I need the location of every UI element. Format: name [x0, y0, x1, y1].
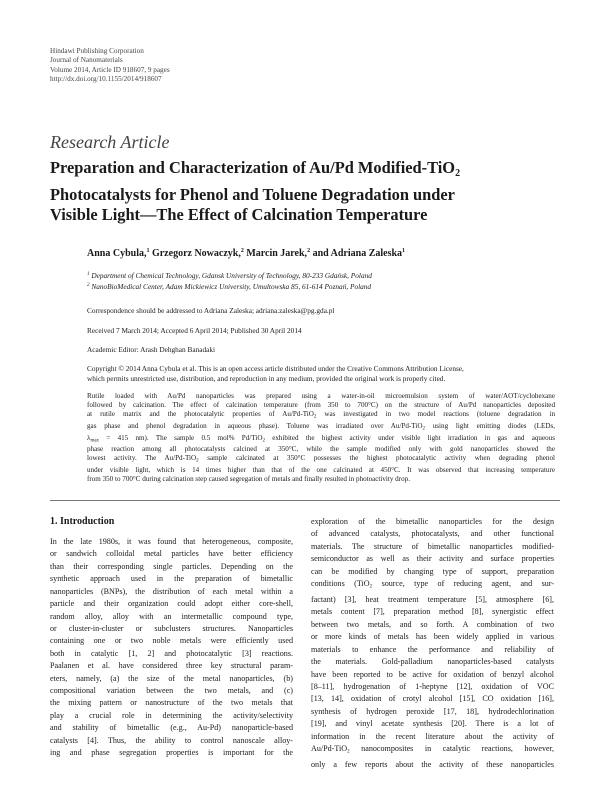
affiliation: $^2$ NanoBioMedical Center, Adam Mickiewicz University, Umultowska 85, 61-614 Poznań, Poland	[87, 282, 372, 292]
abstract-line: $\lambda_{max} = 415$ nm). The sample 0.5 mol% Pd/TiO$_2$ exhibited the highest activity under visible light irradiation in gas and aqueous	[87, 433, 555, 444]
author: Grzegorz Nowaczyk,$^2$	[151, 248, 244, 259]
body-line: In the late 1980s, it was found that heterogeneous, composite,	[50, 537, 293, 546]
paper-title	[50, 158, 570, 226]
body-line: only a few reports about the activity of these nanoparticles	[311, 760, 554, 770]
body-line: the mixing pattern or nanostructure of the two metals that	[50, 698, 293, 708]
volume-info: Volume 2014, Article ID 918607, 9 pages	[50, 65, 170, 74]
correspondence: Correspondence should be addressed to Adriana Zaleska; adriana.zaleska@pg.gda.pl	[87, 306, 335, 315]
abstract-line: under visible light, which is 14 times higher than that of the one calcinated at 450°C. It was observed that increasing temperature	[87, 466, 555, 475]
body-line: or sandwich colloidal metal particles have better efficiency	[50, 549, 293, 559]
author-list	[87, 248, 405, 259]
journal-name: Journal of Nanomaterials	[50, 56, 123, 65]
author: and Adriana Zaleska$^1$	[312, 248, 406, 259]
body-line: materials to enhance the performance and reliability of	[311, 644, 554, 654]
copyright-notice: Copyright © 2014 Anna Cybula et al. This is an open access article distributed under the Creative Commons Attribution License, which permits unrestricted use, distribution, and reproduction in any medium, provided the original work is properly cited.	[87, 364, 464, 384]
body-line: semiconductor as well as their activity and surface properties	[311, 554, 554, 564]
body-column-left	[50, 536, 293, 760]
body-line: Au/Pd-TiO$_2$ nanocomposites in catalytic reactions, however,	[311, 744, 554, 755]
body-line: random alloy, alloy with an intermetallic compound type,	[50, 611, 293, 621]
body-line: or cluster-in-cluster or subclusters structures. Nanoparticles	[50, 623, 293, 633]
section-heading: 1. Introduction	[50, 516, 115, 527]
body-line: between two metals, and so forth. A combination of two	[311, 619, 554, 629]
body-line: particle and their organization could adopt either core-shell,	[50, 599, 293, 609]
body-line: can be modified by changing type of support, preparation	[311, 566, 554, 576]
body-line: metals content [7], preparation method [8], synergistic effect	[311, 607, 554, 617]
body-line: Paalanen et al. have considered three key structural param-	[50, 661, 293, 671]
body-line: of advanced catalysts, photocatalysts, and other functional	[311, 529, 554, 539]
publisher-name: Hindawi Publishing Corporation	[50, 47, 144, 55]
body-line: catalysts [4]. Thus, the ability to control nanoscale alloy-	[50, 735, 293, 745]
body-line: [8–11], hydrogenation of 1-heptyne [12], oxidation of VOC	[311, 681, 554, 691]
abstract-line: at rutile matrix and the photocatalytic properties of Au/Pd-TiO$_2$ was investigated in two model reactions (toluene degradation in	[87, 410, 555, 420]
body-line: synthesis of hydrogen peroxide [17, 18], hydrodechlorination	[311, 706, 554, 716]
body-line: both in catalytic [1, 2] and photocatalytic [3] reactions.	[50, 648, 293, 658]
abstract-line: from 350 to 700°C during calcination step caused segregation of metals and finally resulted in photoactivity drop.	[87, 475, 410, 484]
journal-header	[50, 47, 170, 85]
title-line-2: Photocatalysts for Phenol and Toluene Degradation under	[50, 184, 455, 204]
body-line: [13, 14], oxidation of crotyl alcohol [15], CO oxidation [16],	[311, 694, 554, 704]
body-line: the materials. Gold-palladium nanoparticles-based catalysts	[311, 657, 554, 667]
body-line: conditions (TiO$_2$ source, type of reducing agent, and sur-	[311, 579, 554, 590]
body-line: [19], and vinyl acetate synthesis [20]. There is a lot of	[311, 719, 554, 729]
title-line-3: Visible Light—The Effect of Calcination Temperature	[50, 205, 428, 224]
abstract	[87, 392, 555, 484]
article-type: Research Article	[50, 132, 170, 152]
body-line: than their corresponding single particles. Depending on the	[50, 561, 293, 571]
author: Anna Cybula,$^1$	[87, 248, 150, 259]
affiliations	[87, 270, 557, 293]
body-line: ing and phase segregation properties is important for the	[50, 748, 293, 758]
body-line: eters, namely, (a) the size of the metal nanoparticles, (b)	[50, 673, 293, 683]
section-divider	[50, 500, 560, 501]
abstract-line: followed by calcination. The effect of calcination temperature (from 350 to 700°C) on the structure of Au/Pd nanoparticles deposited	[87, 401, 555, 410]
affiliation: $^1$ Department of Chemical Technology, Gdansk University of Technology, 80-233 Gdańsk, Poland	[87, 271, 372, 280]
body-line: information in the recent literature about the activity of	[311, 731, 554, 741]
abstract-line: lowest activity. The Au/Pd-TiO$_2$ sample calcinated at 350°C possesses the highest photocatalytic activity when degrading phenol	[87, 454, 555, 464]
body-line: and stability of bimetallic (e.g., Au-Pd) nanoparticle-based	[50, 723, 293, 733]
author: Marcin Jarek,$^2$	[246, 248, 311, 259]
doi-link[interactable]: http://dx.doi.org/10.1155/2014/918607	[50, 75, 162, 84]
body-line: nanoparticles (BNPs), the distribution of each metal within a	[50, 586, 293, 596]
body-line: have been reported to be active for oxidation of benzyl alcohol	[311, 669, 554, 679]
body-line: factant) [3], heat treatment temperature [5], atmosphere [6],	[311, 595, 554, 605]
abstract-line: gas phase and phenol degradation in aqueous phase). Toluene was irradiated over Au/Pd-TiO$_2$ using light emitting diodes (LEDs,	[87, 421, 555, 432]
title-line-1: Preparation and Characterization of Au/Pd Modified-TiO$_2$	[50, 158, 461, 179]
body-line: play a crucial role in determining the activity/selectivity	[50, 710, 293, 720]
body-line: exploration of the bimetallic nanoparticles for the design	[311, 517, 554, 526]
abstract-line: Rutile loaded with Au/Pd nanoparticles was prepared using a water-in-oil microemulsion system of water/AOT/cyclohexane	[87, 392, 555, 400]
body-line: materials. The structure of bimetallic nanoparticles modified-	[311, 541, 554, 551]
academic-editor: Academic Editor: Arash Dehghan Banadaki	[87, 345, 216, 354]
abstract-line: phase reaction among all photocatalysts calcined at 350°C, while the sample modified only with gold nanoparticles showed the	[87, 445, 555, 454]
body-line: or more kinds of metals has been widely applied in various	[311, 632, 554, 642]
body-column-right	[311, 516, 554, 771]
body-line: containing one or two noble metals were efficiently used	[50, 636, 293, 646]
dates-received: Received 7 March 2014; Accepted 6 April 2014; Published 30 April 2014	[87, 326, 302, 335]
body-line: compositional variation between the two metals, and (c)	[50, 686, 293, 696]
body-line: synthetic approach used in the preparation of bimetallic	[50, 574, 293, 584]
